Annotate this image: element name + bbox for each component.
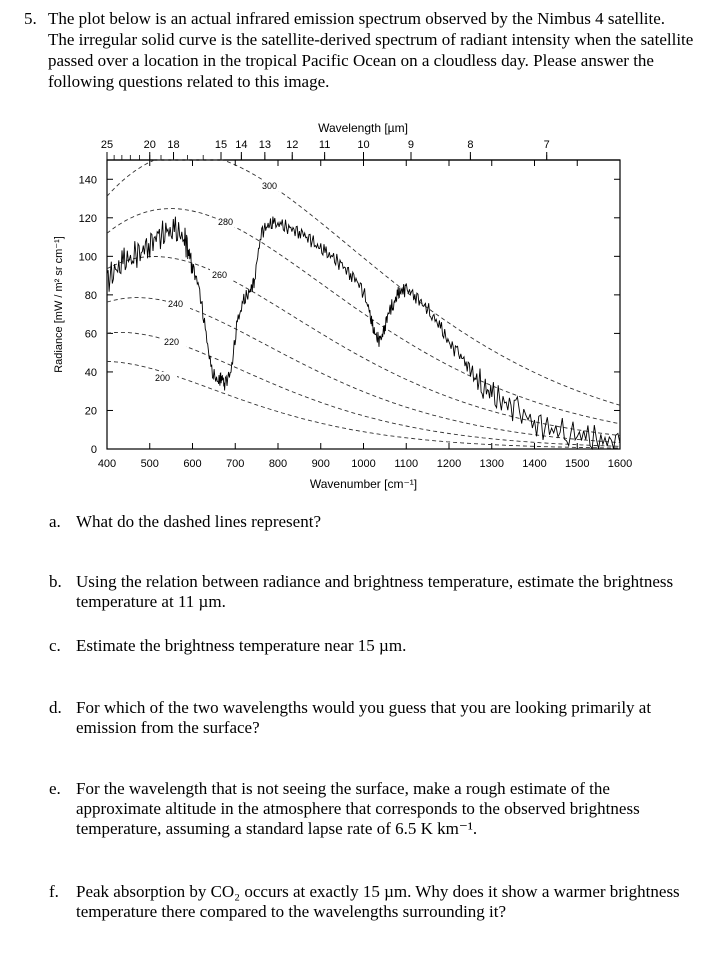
question-number: 5.	[24, 9, 37, 28]
top-tick-label: 7	[543, 139, 550, 151]
question-d-label: d.	[49, 698, 62, 717]
top-tick-label: 15	[214, 139, 228, 151]
question-f-label: f.	[49, 882, 59, 901]
question-c	[49, 636, 689, 656]
question-a-label: a.	[49, 512, 61, 531]
top-tick-label: 9	[407, 139, 415, 151]
top-tick-label: 8	[467, 139, 474, 151]
question-a-text: What do the dashed lines represent?	[76, 512, 321, 531]
x-tick-label: 1100	[394, 458, 419, 470]
question-c-label: c.	[49, 636, 61, 655]
x-tick-label: 1200	[436, 458, 462, 470]
y-tick-label: 60	[84, 328, 97, 341]
question-intro-text: The plot below is an actual infrared emission spectrum observed by the Nimbus 4 satellite. The irregular solid curve is the satellite-derived spectrum of radiant intensity when the satellite passed over a location in the tropical Pacific Ocean on a cloudless day. Please answer the following questions related to this image.	[48, 9, 694, 91]
question-e-label: e.	[49, 779, 61, 798]
x-tick-label: 600	[183, 458, 202, 470]
question-d-text: For which of the two wavelengths would you guess that you are looking primarily at emission from the surface?	[76, 698, 652, 737]
x-tick-label: 400	[97, 458, 117, 470]
question-f	[49, 882, 689, 922]
chart-labels	[53, 121, 632, 491]
top-tick-label: 11	[318, 139, 331, 151]
y-tick-label: 80	[84, 289, 97, 302]
top-tick-label: 20	[143, 139, 156, 151]
y-tick-label: 40	[84, 366, 97, 379]
y-tick-label: 0	[90, 444, 97, 456]
top-tick-label: 12	[286, 139, 299, 151]
blackbody-curve-300	[107, 160, 620, 405]
curve-label-280: 280	[218, 217, 234, 227]
x-tick-label: 1400	[522, 458, 547, 470]
x-axis-label: Wavenumber [cm⁻¹]	[309, 477, 418, 491]
x-tick-label: 700	[226, 458, 245, 470]
y-tick-label: 100	[78, 251, 97, 264]
blackbody-curve-240	[107, 298, 620, 443]
x-tick-label: 900	[311, 458, 330, 470]
question-c-text: Estimate the brightness temperature near 15 µm.	[76, 636, 407, 655]
y-tick-label: 120	[78, 212, 97, 225]
question-a	[49, 512, 689, 532]
top-tick-label: 14	[235, 139, 248, 151]
top-axis-label: Wavelength [µm]	[318, 121, 408, 135]
question-d	[49, 698, 689, 738]
x-tick-label: 1000	[351, 458, 376, 470]
observed-spectrum-line	[107, 217, 620, 450]
top-tick-label: 18	[167, 139, 180, 151]
curve-label-200: 200	[155, 373, 171, 383]
question-e	[49, 779, 689, 839]
y-axis-label: Radiance [mW / m² sr cm⁻¹]	[53, 236, 65, 373]
question-b-text: Using the relation between radiance and brightness temperature, estimate the brightness temperature at 11 µm.	[76, 572, 674, 611]
observed-spectrum	[107, 217, 620, 450]
curve-label-300: 300	[262, 181, 278, 191]
question-b-label: b.	[49, 572, 62, 591]
question-b	[49, 572, 689, 612]
y-tick-label: 20	[84, 405, 97, 418]
blackbody-curve-200	[107, 361, 620, 448]
x-tick-label: 800	[268, 458, 288, 470]
x-tick-label: 1600	[607, 458, 633, 470]
x-tick-label: 1300	[479, 458, 504, 470]
x-tick-label: 1500	[565, 458, 590, 470]
question-e-text: For the wavelength that is not seeing the surface, make a rough estimate of the approximate altitude in the atmosphere that corresponds to the observed brightness temperature, assuming a standard lapse rate of 6.5 K km⁻¹.	[76, 779, 640, 838]
x-tick-label: 500	[140, 458, 159, 470]
curve-label-260: 260	[212, 270, 228, 280]
curve-label-220: 220	[164, 337, 180, 347]
blackbody-curve-220	[107, 332, 620, 446]
top-tick-label: 10	[357, 139, 370, 151]
top-tick-label: 25	[100, 139, 114, 151]
question-f-text: Peak absorption by CO₂ occurs at exactly 15 µm. Why does it show a warmer brightness temperature there compared to the wavelengths surrounding it?	[76, 882, 680, 921]
top-tick-label: 13	[258, 139, 271, 151]
curve-label-240: 240	[168, 299, 184, 309]
y-tick-label: 140	[78, 174, 97, 187]
